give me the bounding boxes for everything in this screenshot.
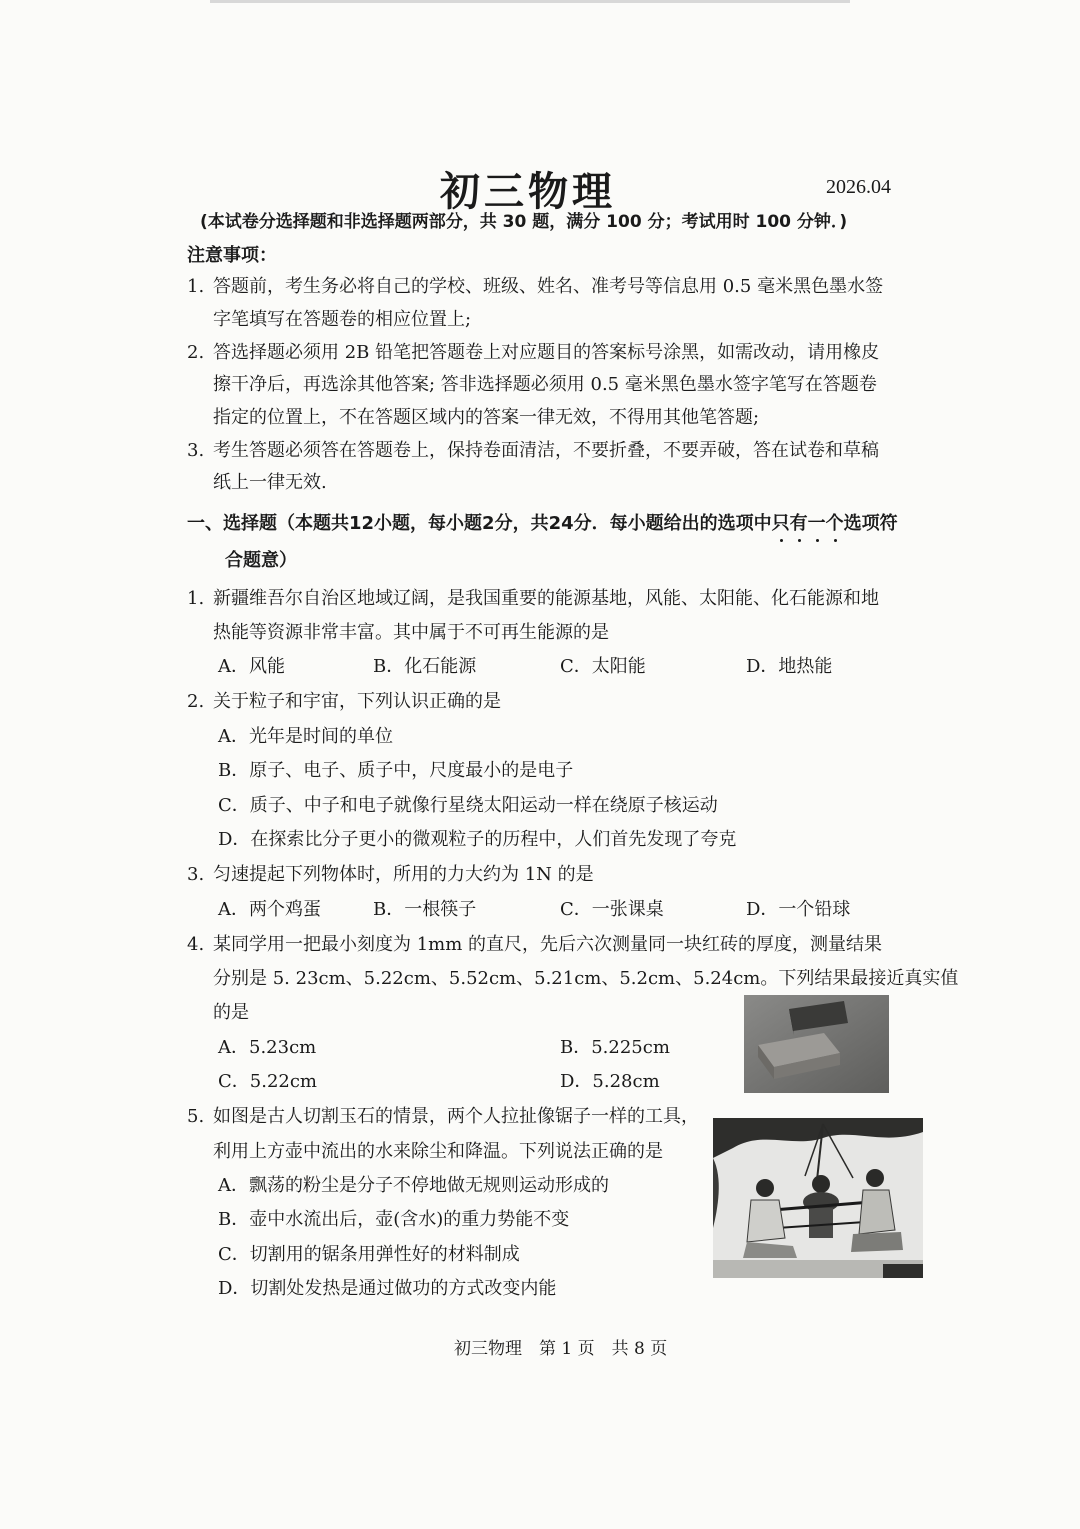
question-stem: 如图是古人切割玉石的情景，两个人拉扯像锯子一样的工具， xyxy=(213,1106,699,1127)
option-a: A．两个鸡蛋 xyxy=(218,899,321,920)
question-stem: 分别是 5. 23cm、5.22cm、5.52cm、5.21cm、5.2cm、5.24cm。下列结果最接近真实值 xyxy=(213,968,959,989)
emphasis-char: 个 xyxy=(825,513,844,534)
question-number: 5. xyxy=(187,1106,205,1127)
question-stem: 匀速提起下列物体时，所用的力大约为 1N 的是 xyxy=(213,864,594,885)
emphasis-char: 只 xyxy=(771,513,790,534)
question-stem: 的是 xyxy=(213,1002,249,1023)
option-b: B．壶中水流出后，壶(含水)的重力势能不变 xyxy=(218,1209,570,1230)
notice-line: 考生答题必须答在答题卷上，保持卷面清洁，不要折叠，不要弄破，答在试卷和草稿 xyxy=(213,440,879,461)
option-b: B．原子、电子、质子中，尺度最小的是电子 xyxy=(218,760,574,781)
notice-number: 1. xyxy=(187,276,205,297)
option-d: D．5.28cm xyxy=(560,1071,660,1092)
question-stem: 热能等资源非常丰富。其中属于不可再生能源的是 xyxy=(213,622,609,643)
section-heading-text: 一、选择题（本题共12小题，每小题2分，共24分．每小题给出的选项中 xyxy=(187,513,772,534)
section-heading-text: 选项符 xyxy=(843,513,898,534)
notice-number: 2. xyxy=(187,342,205,363)
question-stem: 某同学用一把最小刻度为 1mm 的直尺，先后六次测量同一块红砖的厚度，测量结果 xyxy=(213,934,883,955)
notice-heading: 注意事项： xyxy=(187,245,277,266)
option-a: A．5.23cm xyxy=(218,1037,317,1058)
notice-line: 指定的位置上，不在答题区域内的答案一律无效，不得用其他笔答题; xyxy=(213,407,760,428)
question-number: 2. xyxy=(187,691,205,712)
notice-number: 3. xyxy=(187,440,205,461)
page-footer: 初三物理 第 1 页 共 8 页 xyxy=(454,1339,668,1359)
exam-subtitle: (本试卷分选择题和非选择题两部分，共 30 题，满分 100 分；考试用时 100 分钟．) xyxy=(200,212,848,232)
question-number: 1. xyxy=(187,588,205,609)
option-c: C．切割用的锯条用弹性好的材料制成 xyxy=(218,1244,520,1265)
option-c: C．质子、中子和电子就像行星绕太阳运动一样在绕原子核运动 xyxy=(218,795,718,816)
option-b: B．5.225cm xyxy=(560,1037,670,1058)
option-d: D．一个铅球 xyxy=(746,899,851,920)
notice-line: 答题前，考生务必将自己的学校、班级、姓名、准考号等信息用 0.5 毫米黑色墨水签 xyxy=(213,276,884,297)
emphasis-char: 有 xyxy=(789,513,808,534)
option-a: A．风能 xyxy=(218,656,285,677)
option-b: B．一根筷子 xyxy=(373,899,477,920)
notice-line: 纸上一律无效. xyxy=(213,472,327,493)
page-title: 初三物理 xyxy=(440,169,616,215)
option-a: A．飘荡的粉尘是分子不停地做无规则运动形成的 xyxy=(218,1175,609,1196)
option-d: D．在探索比分子更小的微观粒子的历程中，人们首先发现了夸克 xyxy=(218,829,737,850)
exam-date: 2026.04 xyxy=(826,176,891,198)
option-a: A．光年是时间的单位 xyxy=(218,726,393,747)
notice-line: 答选择题必须用 2B 铅笔把答题卷上对应题目的答案标号涂黑，如需改动，请用橡皮 xyxy=(213,342,880,363)
option-b: B．化石能源 xyxy=(373,656,477,677)
notice-line: 擦干净后，再选涂其他答案; 答非选择题必须用 0.5 毫米黑色墨水签字笔写在答题卷 xyxy=(213,374,877,395)
question-number: 3. xyxy=(187,864,205,885)
question-stem: 利用上方壶中流出的水来除尘和降温。下列说法正确的是 xyxy=(213,1141,663,1162)
option-d: D．切割处发热是通过做功的方式改变内能 xyxy=(218,1278,557,1299)
section-heading-line2: 合题意） xyxy=(225,550,297,571)
jade-cutting-illustration xyxy=(713,1118,923,1278)
notice-line: 字笔填写在答题卷的相应位置上; xyxy=(213,309,472,330)
emphasis-char: 一 xyxy=(807,513,826,534)
question-stem: 关于粒子和宇宙，下列认识正确的是 xyxy=(213,691,501,712)
question-number: 4. xyxy=(187,934,205,955)
option-d: D．地热能 xyxy=(746,656,833,677)
option-c: C．太阳能 xyxy=(560,656,646,677)
brick-photo xyxy=(744,995,889,1093)
scan-top-edge xyxy=(210,0,850,3)
question-stem: 新疆维吾尔自治区地域辽阔，是我国重要的能源基地，风能、太阳能、化石能源和地 xyxy=(213,588,879,609)
option-c: C．5.22cm xyxy=(218,1071,317,1092)
option-c: C．一张课桌 xyxy=(560,899,664,920)
section-heading xyxy=(187,512,898,536)
